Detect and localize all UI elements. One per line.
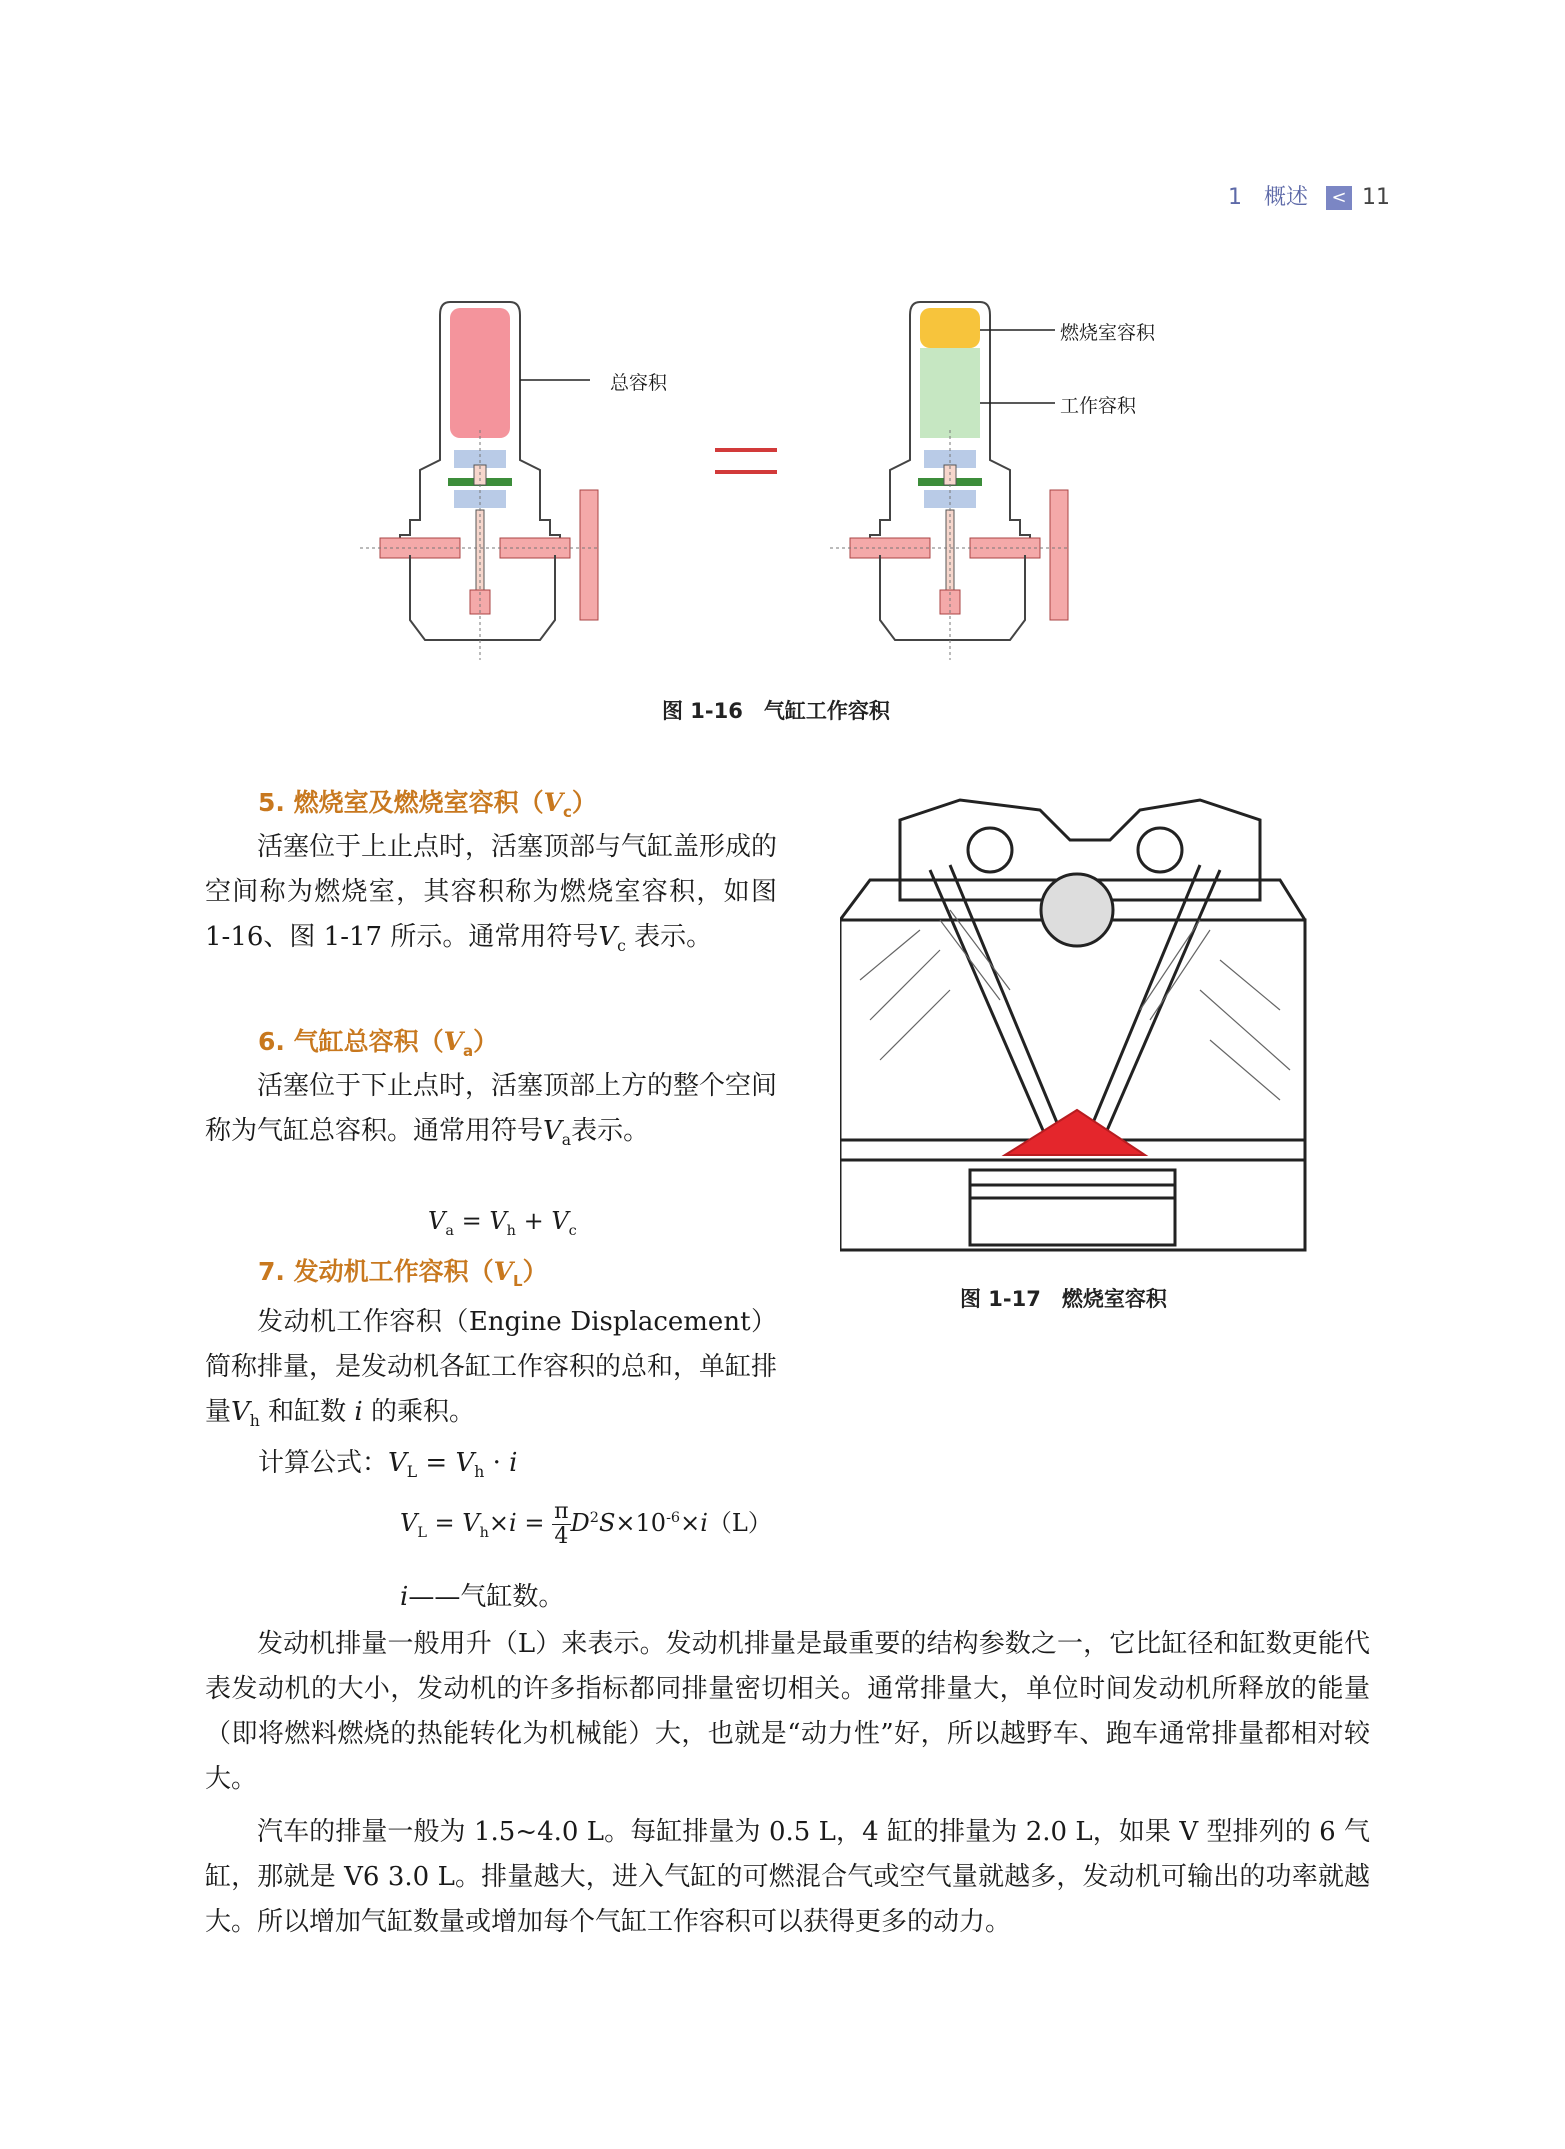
formula-va: $V_a = V_h + V_c$ xyxy=(428,1207,577,1239)
figure-1-17 xyxy=(840,780,1310,1270)
section-7-paragraph-3: 汽车的排量一般为 1.5~4.0 L。每缸排量为 0.5 L，4 缸的排量为 2.0 L，如果 V 型排列的 6 气缸，那就是 V6 3.0 L。排量越大，进入气缸的可燃混合气或空气量就越多，发动机可输出的功率就越大。所以增加气缸数量或增加每个气缸工作容积可以获得更多的动力。 xyxy=(205,1817,1370,1937)
section-7-paragraph-2: 发动机排量一般用升（L）来表示。发动机排量是最重要的结构参数之一，它比缸径和缸数更能代表发动机的大小，发动机的许多指标都同排量密切相关。通常排量大，单位时间发动机所释放的能量（即将燃料燃烧的热能转化为机械能）大，也就是“动力性”好，所以越野车、跑车通常排量都相对较大。 xyxy=(205,1629,1370,1794)
chapter-title: 1 概述 xyxy=(1228,185,1308,210)
combustion-volume-area xyxy=(920,308,980,348)
section-6-heading: 6. 气缸总容积$(V_a)$ xyxy=(258,1027,499,1060)
label-total-volume: 总容积 xyxy=(610,372,668,394)
figure-1-17-caption: 图 1-17 燃烧室容积 xyxy=(960,1287,1167,1311)
figure-1-16 xyxy=(360,290,1180,670)
section-6-paragraph: 活塞位于下止点时，活塞顶部上方的整个空间称为气缸总容积。通常用符号$V_a$表示。 xyxy=(205,1071,778,1150)
figure-1-16-caption: 图 1-16 气缸工作容积 xyxy=(662,699,890,723)
chevron-left-icon: < xyxy=(1326,186,1352,210)
equals-sign xyxy=(715,448,777,474)
running-header xyxy=(1228,180,1390,211)
section-5-paragraph: 活塞位于上止点时，活塞顶部与气缸盖形成的空间称为燃烧室，其容积称为燃烧室容积，如图 1-16、图 1-17 所示。通常用符号$V_c$ 表示。 xyxy=(205,832,778,956)
label-working-volume: 工作容积 xyxy=(1060,395,1137,417)
fraction-pi-over-4: $\frac{\pi}{4}$ xyxy=(554,1499,569,1549)
definition-i: i——气缸数。 xyxy=(400,1582,565,1612)
formula-vl-expanded: $V_L = V_h\times i$ = $\frac{\pi}{4}$ $D^2S\times 10^{-6}\times i(L)$ xyxy=(400,1499,772,1549)
section-7-paragraph-1: 发动机工作容积（Engine Displacement）简称排量，是发动机各缸工作容积的总和，单缸排量$V_h$ 和缸数 i 的乘积。 xyxy=(205,1307,778,1431)
section-5-heading: 5. 燃烧室及燃烧室容积$(V_c)$ xyxy=(258,788,597,821)
calc-formula: 计算公式：$V_L = V_h \cdot i$ xyxy=(258,1448,518,1482)
cylinder-diagram-left xyxy=(360,302,600,660)
page-number: 11 xyxy=(1362,185,1390,210)
working-volume-area xyxy=(920,348,980,438)
section-7-heading: 7. 发动机工作容积$(V_L)$ xyxy=(258,1257,548,1290)
label-combustion-volume: 燃烧室容积 xyxy=(1060,322,1156,344)
total-volume-area xyxy=(450,308,510,438)
cylinder-diagram-right xyxy=(830,302,1070,660)
